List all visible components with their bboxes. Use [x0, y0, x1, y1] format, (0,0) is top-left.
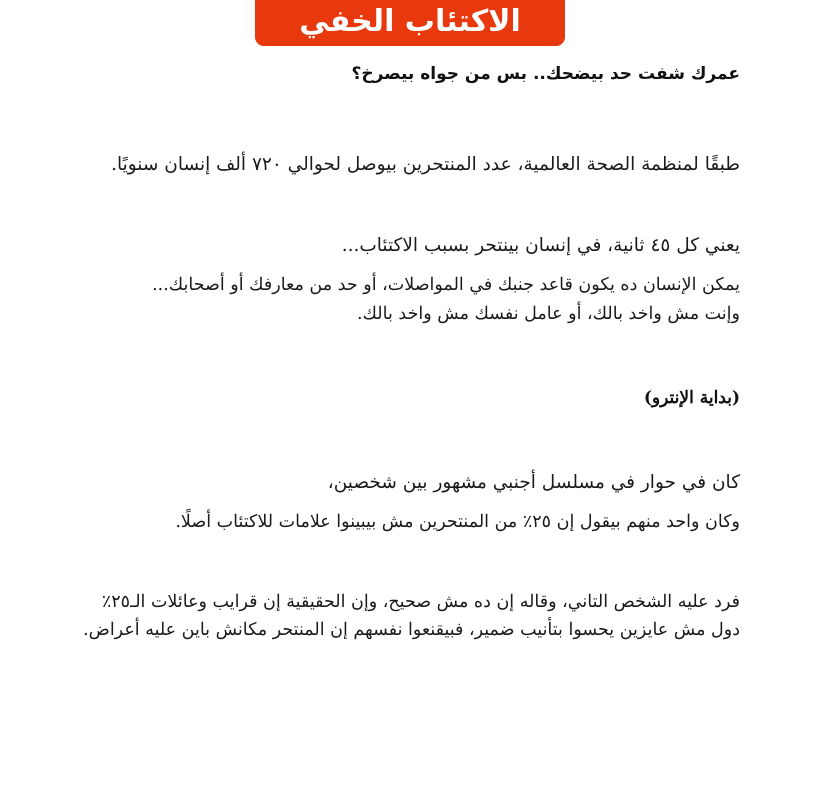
spacer [62, 498, 740, 508]
spacer [62, 412, 740, 468]
paragraph-line: وكان واحد منهم بيقول إن ٢٥٪ من المنتحرين مش بيبينوا علامات للاكتئاب أصلًا. [175, 511, 740, 532]
title-banner-row [0, 0, 818, 46]
paragraph-line: يعني كل ٤٥ ثانية، في إنسان بينتحر بسبب الاكتئاب... [341, 235, 740, 257]
spacer [62, 261, 740, 271]
spacer [62, 536, 740, 588]
paragraph-line: كان في حوار في مسلسل أجنبي مشهور بين شخصين، [327, 471, 740, 493]
spacer [62, 88, 740, 150]
document-body [0, 46, 818, 645]
spacer [62, 328, 740, 386]
paragraph-line: يمكن الإنسان ده يكون قاعد جنبك في المواصلات، أو حد من معارفك أو أصحابك... [152, 275, 740, 296]
paragraph-every-45-seconds [62, 231, 740, 261]
paragraph-could-be-anyone [62, 271, 740, 328]
paragraph-line: وإنت مش واخد بالك، أو عامل نفسك مش واخد بالك. [356, 303, 740, 324]
paragraph-line: طبقًا لمنظمة الصحة العالمية، عدد المنتحرين بيوصل لحوالي ٧٢٠ ألف إنسان سنويًا. [111, 153, 740, 175]
paragraph-series-dialogue-stat [62, 508, 740, 536]
spacer [62, 179, 740, 231]
paragraph-series-dialogue [62, 468, 740, 498]
subtitle: عمرك شفت حد بيضحك.. بس من جواه بيصرخ؟ [351, 64, 740, 84]
page-title: الاكتئاب الخفي [299, 3, 521, 39]
paragraph-line: دول مش عايزين يحسوا بتأنيب ضمير، فبيقنعوا نفسهم إن المنتحر مكانش باين عليه أعراض. [83, 620, 740, 641]
stage-note: (بداية الإنترو) [643, 388, 740, 409]
paragraph-second-person-reply [62, 588, 740, 645]
title-banner [255, 0, 565, 46]
paragraph-line: فرد عليه الشخص التاني، وقاله إن ده مش صحيح، وإن الحقيقية إن قرايب وعائلات الـ٢٥٪ [101, 591, 740, 612]
paragraph-who-stat [62, 150, 740, 180]
